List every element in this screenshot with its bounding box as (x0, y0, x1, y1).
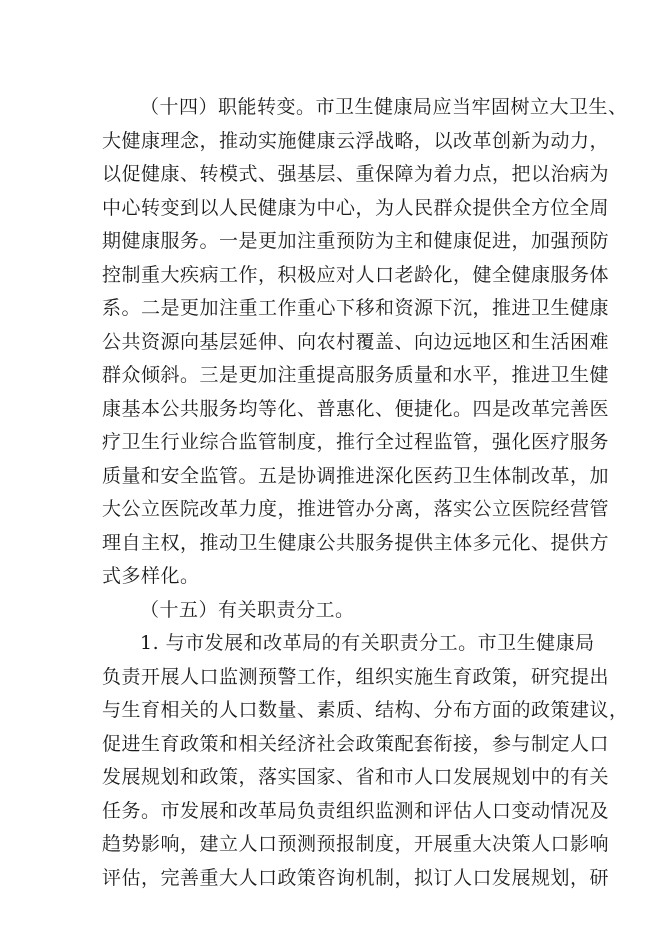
text-line: 评估，完善重大人口政策咨询机制，拟订人口发展规划，研 (102, 866, 610, 889)
text-line: 1. 与市发展和改革局的有关职责分工。市卫生健康局 (140, 632, 595, 654)
text-line: 与生育相关的人口数量、素质、结构、分布方面的政策建议， (102, 699, 629, 721)
text-line: 大公立医院改革力度，推进管办分离，落实公立医院经营管 (102, 498, 610, 520)
text-line: 康基本公共服务均等化、普惠化、便捷化。四是改革完善医 (102, 397, 610, 420)
text-line: 任务。市发展和改革局负责组织监测和评估人口变动情况及 (102, 799, 610, 822)
text-line: 疗卫生行业综合监管制度，推行全过程监管，强化医疗服务 (102, 431, 610, 453)
text-line: 期健康服务。一是更加注重预防为主和健康促进，加强预防 (102, 230, 610, 252)
text-line: 发展规划和政策，落实国家、省和市人口发展规划中的有关 (102, 766, 610, 788)
text-line: 理自主权，推动卫生健康公共服务提供主体多元化、提供方 (102, 531, 610, 554)
text-line: 大健康理念，推动实施健康云浮战略，以改革创新为动力， (102, 129, 610, 152)
text-line: （十四）职能转变。市卫生健康局应当牢固树立大卫生、 (140, 96, 628, 118)
text-line: 质量和安全监管。五是协调推进深化医药卫生体制改革，加 (102, 464, 610, 487)
text-line: 趋势影响，建立人口预测预报制度，开展重大决策人口影响 (102, 833, 610, 855)
document-body (102, 91, 629, 895)
text-line: 促进生育政策和相关经济社会政策配套衔接，参与制定人口 (102, 732, 610, 755)
text-line: 负责开展人口监测预警工作，组织实施生育政策，研究提出 (102, 665, 610, 688)
text-line: （十五）有关职责分工。 (140, 598, 355, 621)
text-line: 控制重大疾病工作，积极应对人口老龄化，健全健康服务体 (102, 263, 610, 286)
text-line: 以促健康、转模式、强基层、重保障为着力点，把以治病为 (102, 163, 610, 185)
text-line: 系。二是更加注重工作重心下移和资源下沉，推进卫生健康 (102, 297, 610, 319)
text-line: 群众倾斜。三是更加注重提高服务质量和水平，推进卫生健 (102, 364, 610, 386)
text-line: 公共资源向基层延伸、向农村覆盖、向边远地区和生活困难 (102, 330, 610, 353)
text-line: 式多样化。 (102, 565, 200, 587)
text-line: 中心转变到以人民健康为中心，为人民群众提供全方位全周 (102, 196, 610, 219)
